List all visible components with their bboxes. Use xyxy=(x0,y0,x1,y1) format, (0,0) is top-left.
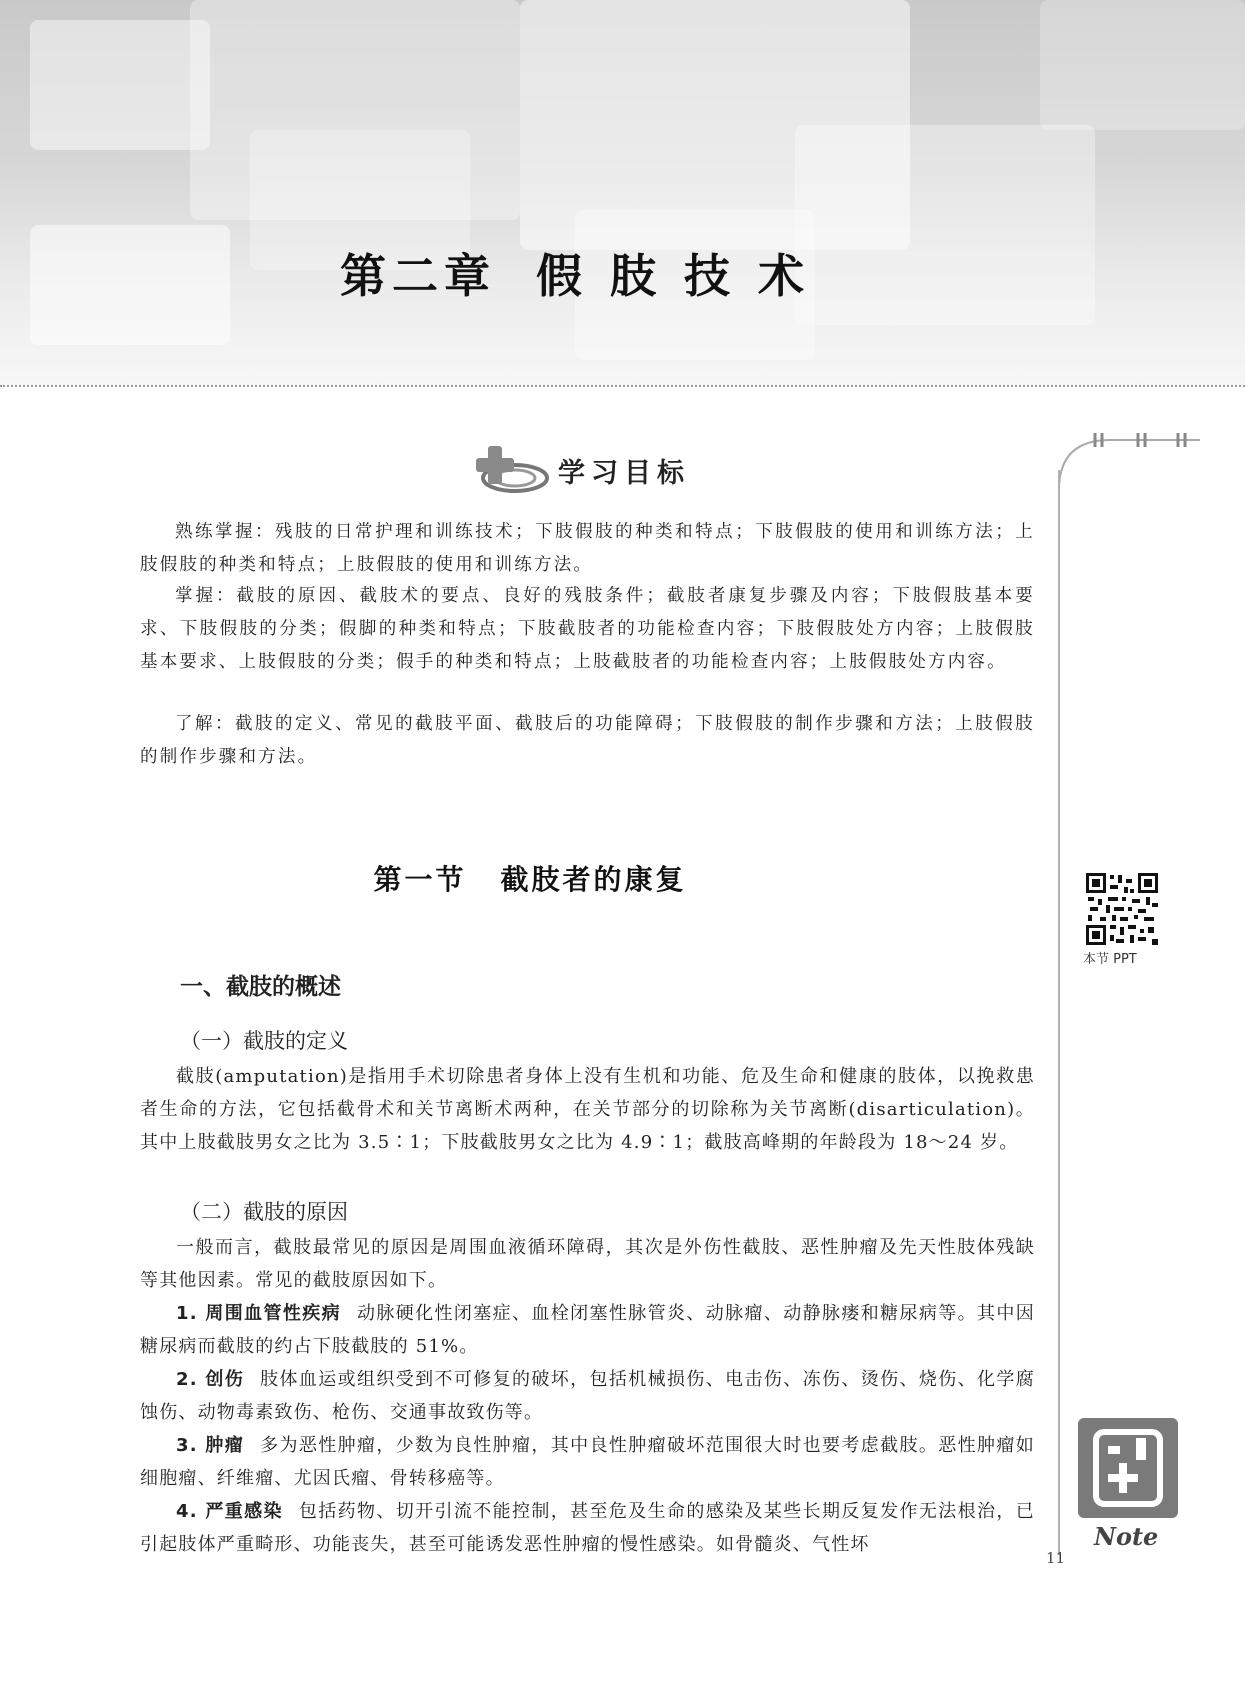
cause-item xyxy=(140,1495,1035,1561)
chapter-banner xyxy=(0,0,1245,385)
cause-label: 1. 周围血管性疾病 xyxy=(176,1303,342,1324)
heading-causes: （二）截肢的原因 xyxy=(180,1200,348,1224)
section-name: 截肢者的康复 xyxy=(500,863,687,896)
objectives-title: 学习目标 xyxy=(558,457,690,489)
cause-item xyxy=(140,1297,1035,1363)
note-icon[interactable] xyxy=(1078,1418,1178,1538)
heading-definition: （一）截肢的定义 xyxy=(180,1029,348,1053)
cause-text: 包括药物、切开引流不能控制，甚至危及生命的感染及某些长期反复发作无法根治，已引起肢体严重畸形、功能丧失，甚至可能诱发恶性肿瘤的慢性感染。如骨髓炎、气性坏 xyxy=(140,1501,1035,1555)
cause-label: 3. 肿瘤 xyxy=(176,1435,245,1456)
decor-square xyxy=(30,225,230,345)
cause-label: 4. 严重感染 xyxy=(176,1501,283,1522)
objective-understand: 了解：截肢的定义、常见的截肢平面、截肢后的功能障碍；下肢假肢的制作步骤和方法；上肢假肢的制作步骤和方法。 xyxy=(140,714,1035,767)
cause-text: 动脉硬化性闭塞症、血栓闭塞性脉管炎、动脉瘤、动静脉瘘和糖尿病等。其中因糖尿病而截肢的约占下肢截肢的 51%。 xyxy=(140,1303,1035,1357)
decor-square xyxy=(1040,0,1245,130)
cause-item xyxy=(140,1363,1035,1429)
heading-amputation-overview: 一、截肢的概述 xyxy=(180,974,341,1000)
decor-square xyxy=(30,20,210,150)
section-number: 第一节 xyxy=(373,863,467,896)
margin-rule xyxy=(1058,470,1060,1555)
chapter-title xyxy=(340,240,810,306)
banner-divider xyxy=(0,385,1245,387)
page-number: 11 xyxy=(1046,1549,1066,1567)
chapter-number: 第二章 xyxy=(340,249,496,303)
objective-mastery: 熟练掌握：残肢的日常护理和训练技术；下肢假肢的种类和特点；下肢假肢的使用和训练方法；上肢假肢的种类和特点；上肢假肢的使用和训练方法。 xyxy=(140,522,1035,575)
cause-label: 2. 创伤 xyxy=(176,1369,245,1390)
decor-square xyxy=(795,125,1095,325)
medical-cross-icon xyxy=(470,440,550,500)
chapter-name: 假 肢 技 术 xyxy=(536,249,811,303)
cause-item xyxy=(140,1429,1035,1495)
qr-caption: 本节 PPT xyxy=(1083,952,1137,967)
objective-grasp: 掌握：截肢的原因、截肢术的要点、良好的残肢条件；截肢者康复步骤及内容；下肢假肢基本要求、下肢假肢的分类；假脚的种类和特点；下肢截肢者的功能检查内容；下肢假肢处方内容；上肢假肢基本要求、上肢假肢的分类；假手的种类和特点；上肢截肢者的功能检查内容；上肢假肢处方内容。 xyxy=(140,586,1035,672)
cause-text: 多为恶性肿瘤，少数为良性肿瘤，其中良性肿瘤破坏范围很大时也要考虑截肢。恶性肿瘤如细胞瘤、纤维瘤、尤因氏瘤、骨转移癌等。 xyxy=(140,1435,1035,1489)
section-title xyxy=(0,858,1060,898)
side-decoration xyxy=(1050,430,1200,490)
qr-code-icon[interactable] xyxy=(1086,873,1158,945)
cause-text: 肢体血运或组织受到不可修复的破坏，包括机械损伤、电击伤、冻伤、烫伤、烧伤、化学腐蚀伤、动物毒素致伤、枪伤、交通事故致伤等。 xyxy=(140,1369,1035,1423)
causes-intro: 一般而言，截肢最常见的原因是周围血液循环障碍，其次是外伤性截肢、恶性肿瘤及先天性肢体残缺等其他因素。常见的截肢原因如下。 xyxy=(140,1237,1035,1291)
definition-text: 截肢(amputation)是指用手术切除患者身体上没有生机和功能、危及生命和健康的肢体，以挽救患者生命的方法，它包括截骨术和关节离断术两种，在关节部分的切除称为关节离断(disarticulation)。其中上肢截肢男女之比为 3.5∶1；下肢截肢男女之比为 4.9∶1；截肢高峰期的年龄段为 18～24 岁。 xyxy=(140,1066,1035,1153)
note-label: Note xyxy=(1094,1522,1159,1551)
objectives-heading xyxy=(470,440,690,500)
